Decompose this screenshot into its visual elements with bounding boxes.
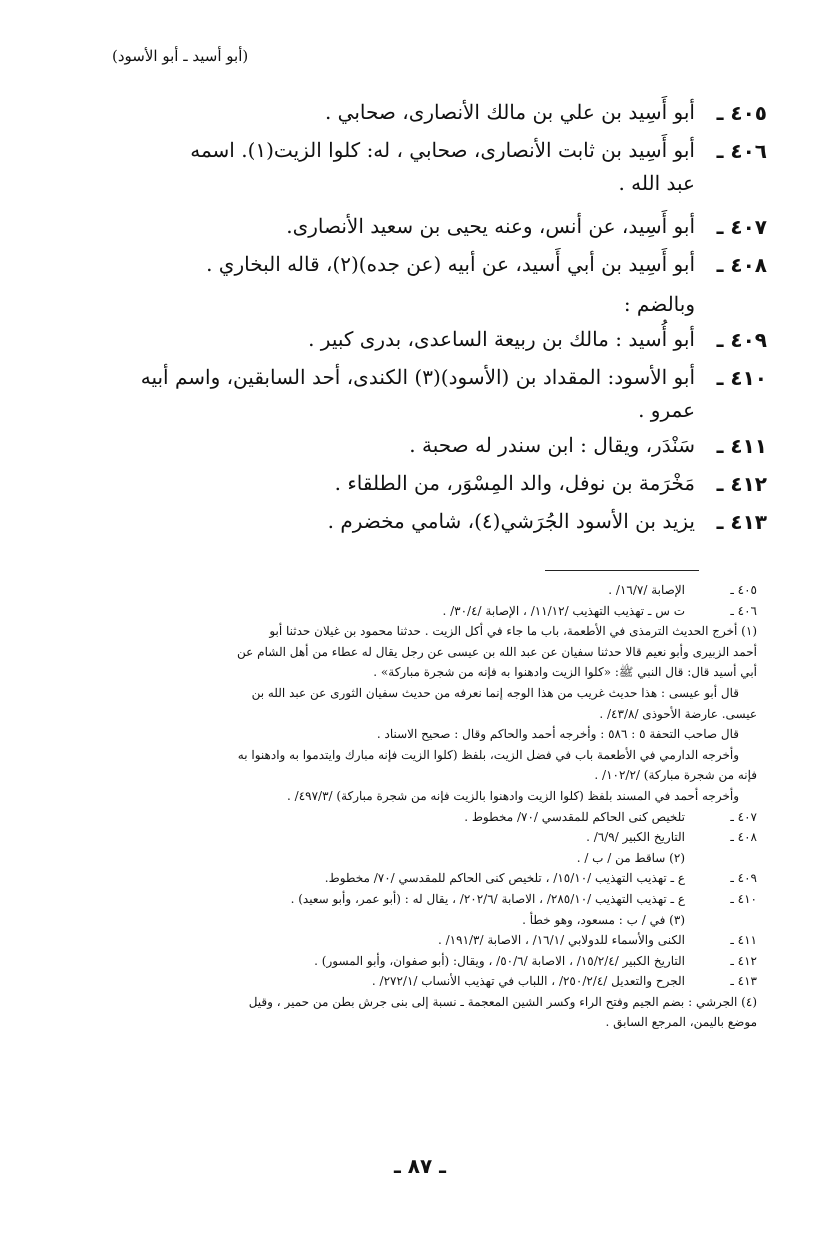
footnote-line: أحمد الزبيرى وأبو نعيم قالا حدثنا سفيان عن عبد الله بن عيسى عن رجل يقال له عطاء من أهل الشام عن	[237, 644, 757, 659]
footnote-number: ٤١٠ ـ	[730, 891, 757, 906]
entry	[67, 503, 767, 541]
entry-number: ٤١٣ ـ	[716, 510, 767, 534]
footnote-number: ٤٠٥ ـ	[730, 583, 757, 597]
entries-list	[67, 94, 767, 541]
footnote-line: (٢) ساقط من / ب / .	[576, 850, 685, 865]
footnotes	[107, 580, 757, 1033]
footnote-row	[107, 951, 757, 972]
entry-text: أبو أَسِيد بن أبي أَسيد، عن أبيه (عن جده)(٢)، قاله البخاري .	[206, 252, 695, 276]
footnote-line: (٤) الجرشي : بضم الجيم وفتح الراء وكسر الشين المعجمة ـ نسبة إلى بنى جرش بطن من حمير ، وقيل	[248, 994, 757, 1009]
entry	[67, 208, 767, 246]
footnote-text: التاريخ الكبير /٦/٩/ .	[586, 830, 685, 845]
entry-number: ٤٠٥ ـ	[716, 101, 767, 125]
entry-text: سَنْدَر، ويقال : ابن سندر له صحبة .	[409, 433, 695, 457]
entry-text: أبو أُسيد : مالك بن ربيعة الساعدى، بدرى كبير .	[308, 327, 695, 351]
entry-text: مَخْرَمة بن نوفل، والد المِسْوَر، من الطلقاء .	[334, 471, 695, 495]
entry-line: أبو الأسود: المقداد بن (الأسود)(٣) الكندى، أحد السابقين، واسم أبيه	[140, 365, 695, 389]
footnote-text: الجرح والتعديل /٢٥٠/٢/٤/ ، اللباب في تهذيب الأنساب /٢٧٢/١/ .	[371, 974, 685, 989]
entry	[67, 94, 767, 132]
entry-text: أبو أَسِيد، عن أنس، وعنه يحيى بن سعيد الأنصارى.	[286, 214, 695, 238]
entry-number: ٤٠٨ ـ	[716, 253, 767, 277]
entry-number: ٤٠٦ ـ	[716, 139, 767, 163]
footnote-text: الإصابة /١٦/٧/ .	[608, 583, 685, 597]
entry	[67, 246, 767, 284]
footnote-line: (١) أخرج الحديث الترمذى في الأطعمة، باب ما جاء في أكل الزيت . حدثنا محمود بن غيلان حدثنا أبو	[269, 624, 757, 639]
footnote-row	[107, 868, 757, 889]
footnote-line: وأخرجه الدارمي في الأطعمة باب في فضل الزيت، بلفظ (كلوا الزيت فإنه مبارك وايتدموا به وادهنوا به	[237, 747, 739, 762]
footnote-row	[107, 889, 757, 910]
footnote-row	[107, 930, 757, 951]
footnote-number: ٤٠٨ ـ	[730, 830, 757, 845]
footnote-line: قال صاحب التحفة ٥ : ٥٨٦ : وأخرجه أحمد والحاكم وقال : صحيح الاسناد .	[376, 727, 739, 742]
footnote-line: قال أبو عيسى : هذا حديث غريب من هذا الوجه إنما نعرفه من حديث سفيان الثورى عن عبد الله بن	[251, 685, 739, 700]
footnote-row	[107, 971, 757, 992]
entry-text	[67, 359, 695, 427]
entry	[67, 132, 767, 200]
footnote-line: وأخرجه أحمد في المسند بلفظ (كلوا الزيت وادهنوا بالزيت فإنه من شجرة مباركة) /٤٩٧/٣/ .	[287, 788, 739, 803]
page-number: ـ ٨٧ ـ	[393, 1154, 447, 1178]
footnote-number: ٤٠٧ ـ	[730, 809, 757, 824]
footnote-number: ٤٠٦ ـ	[730, 603, 757, 618]
footnote-row	[107, 827, 757, 848]
footnote-text: التاريخ الكبير /١٥/٢/٤/ ، الاصابة /٥٠/٦/ ، ويقال: (أبو صفوان، وأبو المسور) .	[314, 953, 685, 968]
entry	[67, 427, 767, 465]
footnote-text: تلخيص كنى الحاكم للمقدسي /٧٠/ مخطوط .	[464, 809, 685, 824]
entry-number: ٤١١ ـ	[716, 434, 767, 458]
footnote-number: ٤١٣ ـ	[730, 974, 757, 989]
entry	[67, 321, 767, 359]
footnote-text: الكنى والأسماء للدولابي /١٦/١/ ، الاصابة /١٩١/٣/ .	[438, 933, 685, 948]
entry-text: أبو أَسِيد بن علي بن مالك الأنصارى، صحابي .	[324, 100, 695, 124]
footnote-text: ت س ـ تهذيب التهذيب /١١/١٢/ ، الإصابة /٣٠/٤/ .	[442, 603, 685, 618]
entry-line: عبد الله .	[618, 171, 695, 195]
entry-text: يزيد بن الأسود الجُرَشي(٤)، شامي مخضرم .	[327, 509, 695, 533]
entry	[67, 359, 767, 427]
running-header: (أبو أسيد ـ أبو الأسود)	[112, 47, 249, 65]
footnote-text: ع ـ تهذيب التهذيب /٢٨٥/١٠/ ، الاصابة /٢٠٢/٦/ ، يقال له : (أبو عمر، وأبو سعيد) .	[290, 891, 685, 906]
entry-text	[67, 132, 695, 200]
entry-number: ٤١٢ ـ	[716, 472, 767, 496]
footnote-row	[107, 601, 757, 622]
footnote-line: موضع باليمن، المرجع السابق .	[605, 1015, 757, 1030]
entry-number: ٤١٠ ـ	[716, 366, 767, 390]
entry-number: ٤٠٧ ـ	[716, 215, 767, 239]
footnote-line: فإنه من شجرة مباركة) /١٠٢/٢/ .	[594, 768, 757, 783]
footnote-number: ٤٠٩ ـ	[730, 871, 757, 886]
footnote-number: ٤١٢ ـ	[730, 953, 757, 968]
footnote-row	[107, 580, 757, 601]
footnote-divider	[545, 570, 699, 571]
entry-line: عمرو .	[638, 398, 695, 422]
footnote-row	[107, 807, 757, 828]
footnote-line: أبي أسيد قال: قال النبي ﷺ: «كلوا الزيت وادهنوا به فإنه من شجرة مباركة» .	[373, 665, 757, 680]
footnote-line: (٣) في / ب : مسعود، وهو خطأ .	[522, 912, 685, 927]
entry-number: ٤٠٩ ـ	[716, 328, 767, 352]
footnote-text: ع ـ تهذيب التهذيب /١٥/١٠/ ، تلخيص كنى الحاكم للمقدسي /٧٠/ مخطوط.	[324, 871, 685, 886]
footnote-number: ٤١١ ـ	[730, 933, 757, 948]
entry	[67, 465, 767, 503]
entry-line: أبو أَسِيد بن ثابت الأنصارى، صحابي ، له: كلوا الزيت(١). اسمه	[190, 138, 695, 162]
section-label: وبالضم :	[623, 292, 695, 316]
footnote-line: عيسى. عارضة الأحوذى /٤٣/٨/ .	[599, 706, 757, 721]
